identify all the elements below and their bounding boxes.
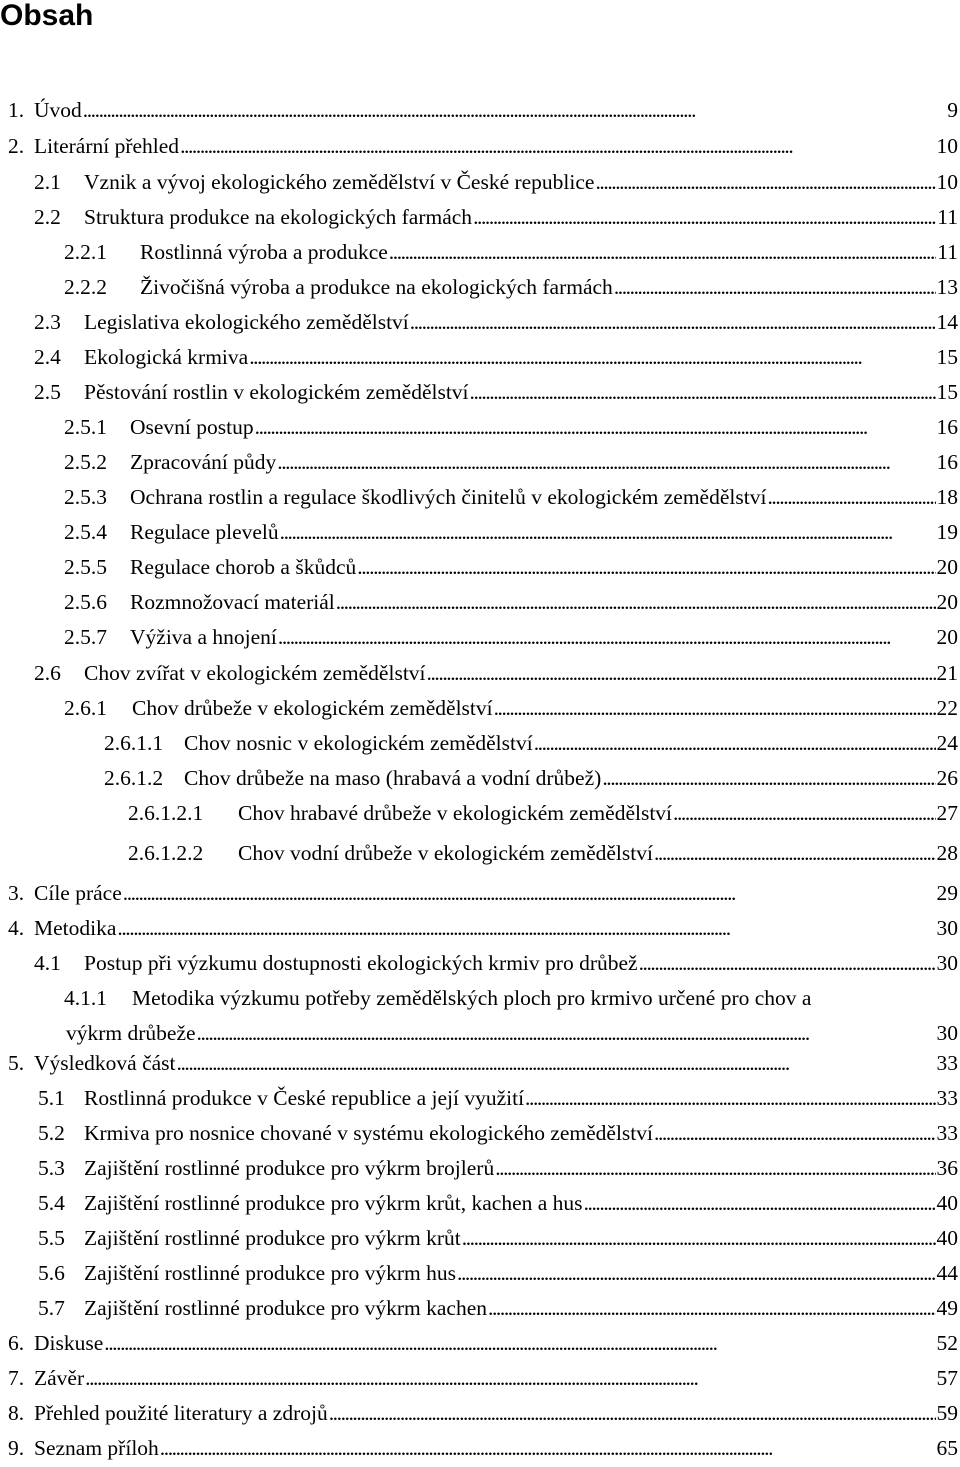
toc-entry[interactable]	[0, 878, 960, 908]
toc-entry-number: 2.1	[34, 170, 61, 194]
toc-entry[interactable]	[0, 622, 960, 652]
toc-entry-label: Výživa a hnojení	[130, 625, 277, 649]
toc-entry-number: 5.4	[38, 1191, 65, 1215]
dot-leader	[249, 342, 935, 372]
toc-entry-label: Vznik a vývoj ekologického zemědělství v České republice	[84, 170, 595, 194]
dot-leader	[654, 838, 936, 868]
toc-entry-label: Chov drůbeže v ekologickém zemědělství	[132, 696, 493, 720]
toc-entry[interactable]	[0, 95, 960, 125]
toc-entry-number: 5.6	[38, 1261, 65, 1285]
toc-entry-label: Přehled použité literatury a zdrojů	[34, 1401, 328, 1425]
toc-entry[interactable]	[0, 587, 960, 617]
toc-entry-page: 16	[936, 415, 958, 439]
toc-entry[interactable]	[0, 1363, 960, 1393]
toc-entry-number: 2.6.1	[64, 696, 107, 720]
toc-entry-number: 2.5.1	[64, 415, 107, 439]
toc-entry-label: Diskuse	[34, 1331, 104, 1355]
toc-entry-label: Struktura produkce na ekologických farmách	[84, 205, 473, 229]
toc-entry-number: 2.5.2	[64, 450, 107, 474]
toc-entry-label: Regulace chorob a škůdců	[130, 555, 357, 579]
toc-entry[interactable]	[0, 913, 960, 943]
toc-entry-page: 27	[936, 801, 958, 825]
toc-entry[interactable]	[0, 1048, 960, 1078]
toc-entry-number: 2.3	[34, 310, 61, 334]
toc-entry-continuation[interactable]	[0, 1018, 960, 1048]
toc-entry-number: 5.1	[38, 1086, 65, 1110]
toc-entry-label: Úvod	[34, 98, 82, 122]
dot-leader	[614, 272, 936, 302]
toc-entry-page: 24	[936, 731, 958, 755]
toc-entry-label: Krmiva pro nosnice chované v systému ekologického zemědělství	[84, 1121, 653, 1145]
toc-entry-number: 6.	[8, 1331, 25, 1355]
dot-leader	[277, 447, 935, 477]
dot-leader	[357, 552, 935, 582]
toc-entry[interactable]	[0, 447, 960, 477]
toc-entry-label: Ekologická krmiva	[84, 345, 249, 369]
toc-entry-page: 15	[936, 345, 958, 369]
dot-leader	[177, 1048, 936, 1078]
dot-leader	[427, 658, 936, 688]
toc-entry-page: 10	[936, 170, 958, 194]
toc-entry-number: 4.1.1	[64, 986, 107, 1010]
toc-entry-page: 33	[936, 1086, 958, 1110]
toc-entry-label: Zpracování půdy	[130, 450, 277, 474]
dot-leader	[534, 728, 936, 758]
toc-entry[interactable]	[0, 517, 960, 547]
toc-entry-label: Chov vodní drůbeže v ekologickém zemědělství	[238, 841, 653, 865]
toc-entry-page: 21	[936, 661, 958, 685]
toc-entry-label: Metodika	[34, 916, 117, 940]
toc-entry-label: Metodika výzkumu potřeby zemědělských ploch pro krmivo určené pro chov a	[132, 986, 812, 1010]
toc-entry-label: Pěstování rostlin v ekologickém zemědělství	[84, 380, 469, 404]
dot-leader	[525, 1083, 935, 1113]
toc-entry-number: 2.6	[34, 661, 61, 685]
toc-entry-page: 44	[936, 1261, 958, 1285]
toc-entry[interactable]	[0, 983, 960, 1013]
dot-leader	[160, 1433, 936, 1463]
toc-entry-label: Chov drůbeže na maso (hrabavá a vodní drůbež)	[184, 766, 602, 790]
toc-entry-page: 57	[936, 1366, 958, 1390]
toc-entry[interactable]	[0, 342, 960, 372]
toc-entry[interactable]	[0, 1223, 960, 1253]
toc-entry[interactable]	[0, 1398, 960, 1428]
dot-leader	[85, 1363, 935, 1393]
toc-entry-label: Zajištění rostlinné produkce pro výkrm krůt, kachen a hus	[84, 1191, 583, 1215]
toc-entry[interactable]	[0, 307, 960, 337]
toc-entry-number: 5.3	[38, 1156, 65, 1180]
toc-entry-label: Zajištění rostlinné produkce pro výkrm brojlerů	[84, 1156, 495, 1180]
toc-entry-number: 2.5.6	[64, 590, 107, 614]
toc-entry[interactable]	[0, 131, 960, 161]
dot-leader	[389, 237, 937, 267]
toc-entry-page: 33	[936, 1121, 958, 1145]
toc-entry[interactable]	[0, 272, 960, 302]
dot-leader	[197, 1018, 936, 1048]
toc-entry-page: 13	[936, 275, 958, 299]
toc-entry-page: 20	[936, 555, 958, 579]
toc-entry-label: Chov hrabavé drůbeže v ekologickém zemědělství	[238, 801, 673, 825]
toc-entry-label: Zajištění rostlinné produkce pro výkrm kachen	[84, 1296, 488, 1320]
toc-entry-number: 2.2	[34, 205, 61, 229]
dot-leader	[595, 167, 935, 197]
toc-entry-number: 2.6.1.1	[104, 731, 164, 755]
toc-entry-page: 29	[936, 881, 958, 905]
toc-entry-label: Výsledková část	[34, 1051, 176, 1075]
toc-entry-number: 2.5.7	[64, 625, 107, 649]
dot-leader	[278, 622, 936, 652]
toc-entry-page: 30	[936, 951, 958, 975]
toc-entry-label: Zajištění rostlinné produkce pro výkrm hus	[84, 1261, 456, 1285]
toc-entry-number: 4.	[8, 916, 25, 940]
toc-entry-page: 65	[936, 1436, 958, 1460]
toc-entry-page: 26	[936, 766, 958, 790]
dot-leader	[470, 377, 936, 407]
toc-entry[interactable]	[0, 1433, 960, 1463]
toc-entry-page: 22	[936, 696, 958, 720]
toc-entry-number: 2.5.4	[64, 520, 107, 544]
toc-entry[interactable]	[0, 1328, 960, 1358]
toc-entry-number: 5.5	[38, 1226, 65, 1250]
toc-entry-label: Rostlinná produkce v České republice a její využití	[84, 1086, 525, 1110]
dot-leader	[494, 693, 936, 723]
toc-entry-number: 2.5.3	[64, 485, 107, 509]
dot-leader	[654, 1118, 936, 1148]
toc-entry-page: 59	[936, 1401, 958, 1425]
toc-entry-label: Seznam příloh	[34, 1436, 159, 1460]
toc-entry-page: 15	[936, 380, 958, 404]
toc-entry-page: 9	[947, 98, 958, 122]
dot-leader	[495, 1153, 935, 1183]
toc-entry[interactable]	[0, 1293, 960, 1323]
toc-entry-label: Chov nosnic v ekologickém zemědělství	[184, 731, 533, 755]
toc-entry-number: 2.5	[34, 380, 61, 404]
dot-leader	[673, 798, 935, 828]
toc-entry-number: 2.	[8, 134, 25, 158]
toc-entry-label: Ochrana rostlin a regulace škodlivých činitelů v ekologickém zemědělství	[130, 485, 767, 509]
toc-entry[interactable]	[0, 552, 960, 582]
toc-entry-number: 2.4	[34, 345, 61, 369]
dot-leader	[488, 1293, 935, 1323]
toc-entry-label: Rostlinná výroba a produkce	[140, 240, 388, 264]
dot-leader	[410, 307, 936, 337]
toc-entry-page: 16	[936, 450, 958, 474]
toc-entry[interactable]	[0, 948, 960, 978]
toc-entry-number: 3.	[8, 881, 25, 905]
toc-entry-page: 49	[936, 1296, 958, 1320]
toc-entry-number: 9.	[8, 1436, 25, 1460]
toc-entry-number: 5.	[8, 1051, 25, 1075]
toc-entry-number: 2.6.1.2.1	[128, 801, 204, 825]
toc-entry-label: Chov zvířat v ekologickém zemědělství	[84, 661, 426, 685]
dot-leader	[457, 1258, 936, 1288]
toc-entry[interactable]	[0, 728, 960, 758]
toc-entry[interactable]	[0, 763, 960, 793]
dot-leader	[104, 1328, 935, 1358]
toc-entry-label: Literární přehled	[34, 134, 180, 158]
toc-entry[interactable]	[0, 377, 960, 407]
toc-entry-page: 30	[936, 916, 958, 940]
dot-leader	[639, 948, 936, 978]
toc-entry-label: Regulace plevelů	[130, 520, 279, 544]
page-title: Obsah	[0, 0, 94, 32]
toc-entry-label: Živočišná výroba a produkce na ekologických farmách	[140, 275, 613, 299]
toc-entry-page: 40	[936, 1226, 958, 1250]
toc-entry-number: 8.	[8, 1401, 25, 1425]
toc-entry[interactable]	[0, 1083, 960, 1113]
toc-entry-page: 14	[936, 310, 958, 334]
dot-leader	[329, 1398, 936, 1428]
dot-leader	[280, 517, 936, 547]
toc-entry-page: 20	[936, 625, 958, 649]
toc-entry[interactable]	[0, 693, 960, 723]
toc-entry-page: 20	[936, 590, 958, 614]
toc-entry-page: 19	[936, 520, 958, 544]
toc-entry[interactable]	[0, 1258, 960, 1288]
dot-leader	[255, 412, 936, 442]
toc-entry-number: 2.6.1.2	[104, 766, 164, 790]
toc-entry[interactable]	[0, 658, 960, 688]
toc-entry[interactable]	[0, 838, 960, 868]
toc-entry-page: 10	[936, 134, 958, 158]
dot-leader	[767, 482, 935, 512]
toc-entry[interactable]	[0, 1188, 960, 1218]
toc-entry-page: 36	[936, 1156, 958, 1180]
toc-entry-page: 11	[937, 205, 958, 229]
toc-entry-label: Rozmnožovací materiál	[130, 590, 335, 614]
toc-entry-label: Cíle práce	[34, 881, 122, 905]
toc-entry-page: 30	[936, 1021, 958, 1045]
dot-leader	[602, 763, 935, 793]
toc-entry-number: 4.1	[34, 951, 61, 975]
toc-entry-number: 2.2.1	[64, 240, 107, 264]
dot-leader	[462, 1223, 936, 1253]
toc-entry[interactable]	[0, 482, 960, 512]
toc-entry-label: Zajištění rostlinné produkce pro výkrm krůt	[84, 1226, 461, 1250]
toc-entry-number: 2.5.5	[64, 555, 107, 579]
toc-entry[interactable]	[0, 202, 960, 232]
toc-entry-number: 1.	[8, 98, 25, 122]
toc-entry[interactable]	[0, 1153, 960, 1183]
toc-entry-page: 11	[937, 240, 958, 264]
toc-entry[interactable]	[0, 412, 960, 442]
toc-entry-label: Osevní postup	[130, 415, 254, 439]
toc-entry-label: Postup při výzkumu dostupnosti ekologických krmiv pro drůbež	[84, 951, 638, 975]
toc-entry-label: Závěr	[34, 1366, 85, 1390]
toc-entry-page: 52	[936, 1331, 958, 1355]
toc-entry-number: 2.2.2	[64, 275, 107, 299]
dot-leader	[117, 913, 935, 943]
toc-entry-label: Legislativa ekologického zemědělství	[84, 310, 409, 334]
toc-entry-number: 2.6.1.2.2	[128, 841, 204, 865]
dot-leader	[473, 202, 936, 232]
toc-entry-number: 5.7	[38, 1296, 65, 1320]
dot-leader	[123, 878, 936, 908]
toc-entry[interactable]	[0, 237, 960, 267]
dot-leader	[584, 1188, 936, 1218]
toc-entry-label-continued: výkrm drůbeže	[66, 1021, 196, 1045]
toc-entry[interactable]	[0, 1118, 960, 1148]
dot-leader	[336, 587, 936, 617]
toc-entry-page: 40	[936, 1191, 958, 1215]
toc-entry-number: 5.2	[38, 1121, 65, 1145]
toc-entry[interactable]	[0, 798, 960, 828]
dot-leader	[180, 131, 935, 161]
toc-entry-number: 7.	[8, 1366, 25, 1390]
toc-entry[interactable]	[0, 167, 960, 197]
dot-leader	[83, 95, 946, 125]
toc-entry-page: 28	[936, 841, 958, 865]
toc-entry-page: 18	[936, 485, 958, 509]
toc-entry-page: 33	[936, 1051, 958, 1075]
